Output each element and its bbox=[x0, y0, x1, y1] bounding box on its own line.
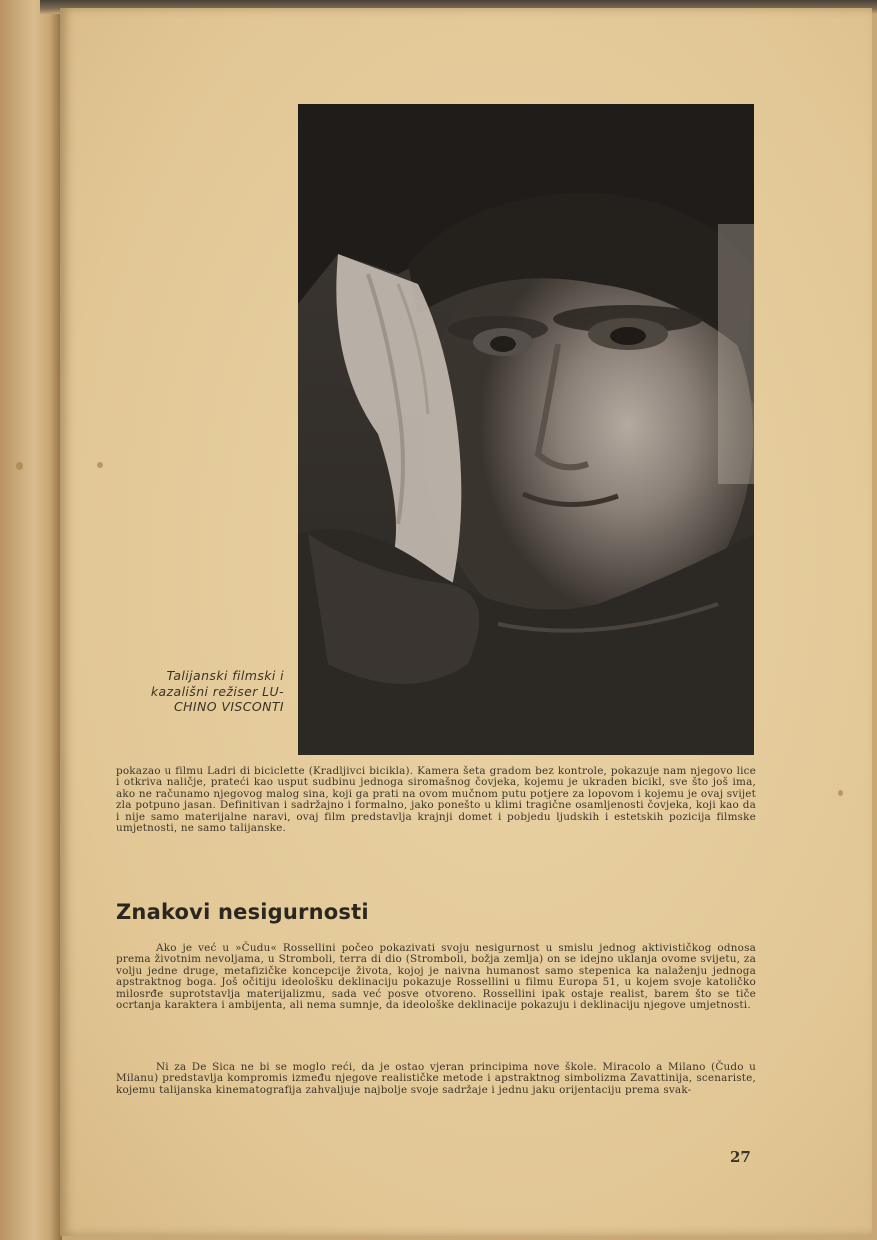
body-paragraph: pokazao u filmu Ladri di biciclette (Kradljivci bicikla). Kamera šeta gradom bez kontrole, pokazuje nam njegovo lice i otkriva naličje, prateći kao usput sudbinu jednoga siromašnog čovjeka, kojemu je ukraden bicikl, sve što još ima, ako ne računamo njegovog malog sina, koji ga prati na ovom mučnom putu potjere za lopovom i kojemu je ovaj svijet zla potpuno jasan. Definitivan i sadržajno i formalno, jako ponešto u klimi tragične osamljenosti čovjeka, koji kao da i nije samo materijalne naravi, ovaj film predstavlja krajnji domet i pobjedu ljudskih i estetskih pozicija filmske umjetnosti, ne samo talijanske. bbox=[116, 765, 757, 835]
paper-speck bbox=[16, 462, 23, 470]
portrait-photo bbox=[298, 104, 754, 755]
paper-speck bbox=[838, 790, 843, 796]
caption-line: Talijanski filmski i bbox=[166, 668, 284, 683]
page-number: 27 bbox=[730, 1148, 751, 1166]
paper-speck bbox=[97, 462, 103, 468]
body-paragraph: Ako je već u »Čudu« Rossellini počeo pokazivati svoju nesigurnost u smislu jednog aktivističkog odnosa prema životnim nevoljama, u Stromboli, terra di dio (Stromboli, božja zemlja) on se idejno uklanja ovome svijetu, za volju jedne druge, metafizičke koncepcije života, kojoj je naivna humanost samo stepenica ka nalaženju jednoga apstraktnog boga. Još očitiju ideološku deklinaciju pokazuje Rossellini u filmu Europa 51, u kojem svoje katoličko milosrđe suprotstavlja materijalizmu, sada već posve otvoreno. Rossellini ipak ostaje realist, barem što se tiče ocrtanja karaktera i ambijenta, ali nema sumnje, da ideološke deklinacije pokazuju i deklinaciju njegove umjetnosti. bbox=[116, 942, 756, 1012]
portrait-illustration bbox=[298, 104, 754, 755]
body-paragraph: Ni za De Sica ne bi se moglo reći, da je ostao vjeran principima nove škole. Miracolo a Milano (Čudo u Milanu) predstavlja kompromis između njegove realističke metode i apstraktnog simbolizma Zavattinija, scenariste, kojemu talijanska kinematografija zahvaljuje najbolje svoje sadržaje i jednu jaku orijentaciju prema svak- bbox=[116, 1061, 756, 1096]
photo-caption bbox=[108, 668, 284, 715]
caption-line: kazališni režiser LU- bbox=[150, 683, 284, 699]
section-heading: Znakovi nesigurnosti bbox=[116, 900, 369, 924]
book-binding-edge bbox=[0, 0, 62, 1240]
caption-line: CHINO VISCONTI bbox=[174, 699, 284, 714]
